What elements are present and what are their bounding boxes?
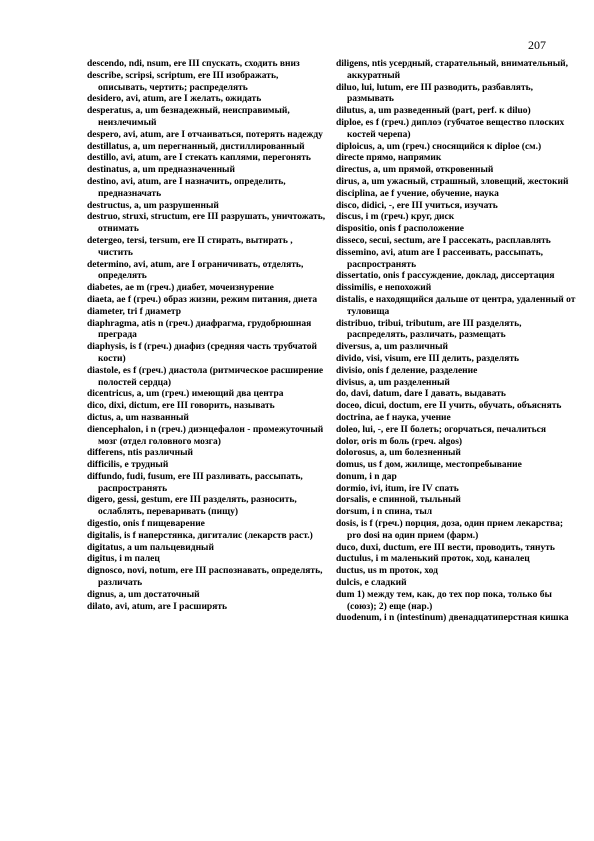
dictionary-entry: digitalis, is f наперстянка, дигиталис (лекарств раст.)	[87, 530, 313, 541]
dictionary-entry: dolorosus, a, um болезненный	[336, 448, 461, 459]
dictionary-entry: destillo, avi, atum, are I стекать каплями, перегонять	[87, 153, 311, 164]
dictionary-entry: divido, visi, visum, ere III делить, разделять	[336, 353, 520, 364]
dictionary-entry: distalis, e находящийся дальше от центра, удаленный от туловища	[336, 294, 576, 317]
dictionary-entry: do, davi, datum, dare I давать, выдавать	[336, 389, 506, 400]
dictionary-entry: diluo, lui, lutum, ere III разводить, разбавлять, размывать	[336, 82, 534, 105]
dictionary-entry: dilutus, a, um разведенный (part, perf. к diluo)	[336, 106, 531, 117]
dictionary-entry: diploicus, a, um (греч.) сносящийся к diploe (см.)	[336, 141, 542, 152]
dictionary-entry: dormio, ivi, itum, ire IV спать	[336, 483, 459, 494]
dictionary-entry: dico, dixi, dictum, ere III говорить, называть	[87, 401, 275, 412]
dictionary-entry: duco, duxi, ductum, ere III вести, проводить, тянуть	[336, 542, 555, 553]
dictionary-entry: dicentricus, a, um (греч.) имеющий два центра	[87, 389, 284, 400]
dictionary-entry: diligens, ntis усердный, старательный, внимательный, аккуратный	[336, 59, 568, 81]
dictionary-entry: diversus, a, um различный	[336, 342, 448, 353]
dictionary-entry: doceo, dicui, doctum, ere II учить, обучать, объяснять	[336, 401, 562, 412]
dictionary-entry: ductulus, i m маленький проток, ход, каналец	[336, 554, 530, 565]
dictionary-entry: directus, a, um прямой, откровенный	[336, 165, 494, 176]
left-column	[87, 59, 329, 613]
dictionary-entry: determino, avi, atum, are I ограничивать, отделять, определять	[87, 259, 304, 282]
dictionary-entry: destillatus, a, um перегнанный, дистиллированный	[87, 141, 305, 152]
dictionary-entry: diffundo, fudi, fusum, ere III разливать, рассыпать, распространять	[87, 471, 303, 494]
dictionary-entry: dorsalis, e спинной, тыльный	[336, 495, 461, 506]
dictionary-entry: destinatus, a, um предназначенный	[87, 165, 235, 176]
dictionary-entry: dilato, avi, atum, are I расширять	[87, 601, 228, 612]
dictionary-entry: disseco, secui, sectum, are I рассекать, расплавлять	[336, 235, 551, 246]
dictionary-entry: ductus, us m проток, ход	[336, 566, 438, 577]
dictionary-entry: disco, didici, -, ere III учиться, изучать	[336, 200, 498, 211]
dictionary-entry: dignus, a, um достаточный	[87, 589, 200, 600]
dictionary-entry: describe, scripsi, scriptum, ere III изображать, описывать, чертить; распределять	[87, 70, 279, 93]
dictionary-entry: disciplina, ae f учение, обучение, наука	[336, 188, 499, 199]
dictionary-entry: dignosco, novi, notum, ere III распознавать, определять, различать	[87, 566, 323, 589]
dictionary-entry: doctrina, ae f наука, учение	[336, 412, 451, 423]
dictionary-entry: duodenum, i n (intestinum) двенадцатиперстная кишка	[336, 613, 569, 624]
dictionary-entry: difficilis, e трудный	[87, 460, 169, 471]
dictionary-entry: destruo, struxi, structum, ere III разрушать, уничтожать, отнимать	[87, 212, 326, 235]
dictionary-entry: dictus, a, um названный	[87, 412, 189, 423]
dictionary-entry: directe прямо, напрямик	[336, 153, 442, 164]
dictionary-entry: dissimilis, e непохожий	[336, 283, 432, 294]
dictionary-entry: diencephalon, i n (греч.) диэнцефалон - промежуточный мозг (отдел головного мозга)	[87, 424, 324, 447]
dictionary-entry: desidero, avi, atum, are I желать, ожидать	[87, 94, 262, 105]
dictionary-entry: digitatus, a um пальцевидный	[87, 542, 214, 553]
dictionary-entry: diaphysis, is f (греч.) диафиз (средняя часть трубчатой кости)	[87, 342, 317, 364]
dictionary-entry: discus, i m (греч.) круг, диск	[336, 212, 455, 223]
dictionary-entry: dissertatio, onis f рассуждение, доклад, диссертация	[336, 271, 555, 282]
dictionary-entry: desperatus, a, um безнадежный, неисправимый, неизлечимый	[87, 106, 290, 128]
dictionary-entry: detergeo, tersi, tersum, ere II стирать, вытирать , чистить	[87, 235, 293, 258]
dictionary-entry: dirus, a, um ужасный, страшный, зловещий, жестокий	[336, 176, 569, 187]
dictionary-entry: diameter, tri f диаметр	[87, 306, 181, 317]
dictionary-entry: dum 1) между тем, как, до тех пор пока, только бы (союз); 2) еще (нар.)	[336, 589, 552, 612]
dictionary-entry: divisio, onis f деление, разделение	[336, 365, 478, 376]
dictionary-entry: dorsum, i n спина, тыл	[336, 507, 433, 518]
dictionary-entry: divisus, a, um разделенный	[336, 377, 450, 388]
dictionary-entry: diabetes, ae m (греч.) диабет, мочеизнурение	[87, 283, 274, 294]
dictionary-entry: dolor, oris m боль (греч. algos)	[336, 436, 463, 447]
dictionary-entry: dulcis, e сладкий	[336, 578, 407, 589]
dictionary-entry: digero, gessi, gestum, ere III разделять, разносить, ослаблять, переваривать (пищу)	[87, 495, 297, 518]
dictionary-entry: dosis, is f (греч.) порция, доза, один прием лекарства; pro dosi на один прием (фарм.)	[336, 519, 564, 541]
dictionary-entry: dissemino, avi, atum are I рассеивать, рассыпать, распространять	[336, 247, 543, 270]
dictionary-entry: diaeta, ae f (греч.) образ жизни, режим питания, диета	[87, 294, 318, 305]
dictionary-entry: diaphragma, atis n (греч.) диафрагма, грудобрюшная преграда	[87, 318, 312, 341]
dictionary-entry: destructus, a, um разрушенный	[87, 200, 219, 211]
right-column	[336, 59, 578, 625]
dictionary-entry: digestio, onis f пищеварение	[87, 519, 205, 530]
dictionary-entry: diploe, es f (греч.) диплоэ (губчатое вещество плоских костей черепа)	[336, 117, 565, 140]
dictionary-entry: domus, us f дом, жилище, местопребывание	[336, 460, 522, 471]
dictionary-entry: donum, i n дар	[336, 471, 397, 482]
dictionary-entry: doleo, lui, -, ere II болеть; огорчаться, печалиться	[336, 424, 547, 435]
dictionary-entry: dispositio, onis f расположение	[336, 224, 464, 235]
dictionary-entry: distribuo, tribui, tributum, are III разделять, распределять, различать, размещать	[336, 318, 522, 341]
dictionary-entry: diastole, es f (греч.) диастола (ритмическое расширение полостей сердца)	[87, 365, 324, 388]
page-number: 207	[528, 38, 546, 52]
dictionary-entry: destino, avi, atum, are I назначить, определить, предназначать	[87, 176, 286, 199]
dictionary-entry: digitus, i m палец	[87, 554, 160, 565]
dictionary-entry: differens, ntis различный	[87, 448, 193, 459]
dictionary-entry: descendo, ndi, nsum, ere III спускать, сходить вниз	[87, 59, 300, 69]
dictionary-entry: despero, avi, atum, are I отчаиваться, потерять надежду	[87, 129, 323, 140]
